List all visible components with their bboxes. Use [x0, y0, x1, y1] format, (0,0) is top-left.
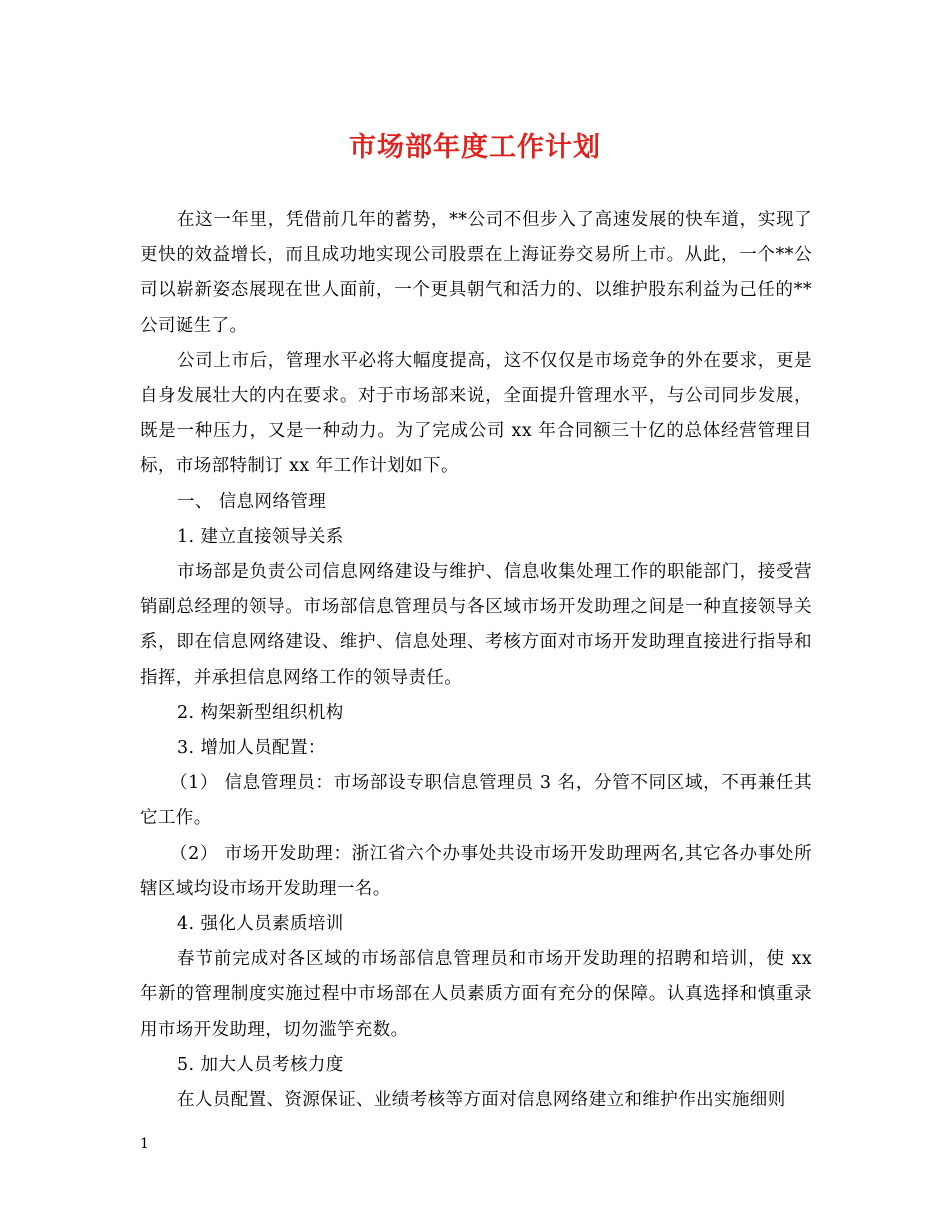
- document-body: [140, 203, 812, 1118]
- item-heading-5: 5. 加大人员考核力度: [177, 1054, 344, 1075]
- section-heading-info-network: 一、 信息网络管理: [177, 491, 327, 512]
- item-heading-2: 2. 构架新型组织机构: [177, 702, 344, 723]
- paragraph-listing: 公司上市后，管理水平必将大幅度提高，这不仅仅是市场竞争的外在要求，更是自身发展壮大的内在要求。对于市场部来说，全面提升管理水平，与公司同步发展，既是一种压力，又是一种动力。为了完成公司 xx 年合同额三十亿的总体经营管理目标，市场部特制订 xx 年工作计划如下。: [140, 350, 812, 477]
- page-number: 1: [140, 1136, 149, 1152]
- document-title: 市场部年度工作计划: [349, 132, 601, 163]
- item-heading-1: 1. 建立直接领导关系: [177, 526, 344, 547]
- sub-item-1: （1） 信息管理员：市场部设专职信息管理员 3 名，分管不同区域，不再兼任其它工作。: [140, 773, 812, 829]
- paragraph-training: 春节前完成对各区域的市场部信息管理员和市场开发助理的招聘和培训，使 xx 年新的管理制度实施过程中市场部在人员素质方面有充分的保障。认真选择和慎重录用市场开发助理，切勿滥竽充数。: [140, 949, 812, 1040]
- sub-item-2: （2） 市场开发助理：浙江省六个办事处共设市场开发助理两名,其它各办事处所辖区域均设市场开发助理一名。: [140, 843, 812, 899]
- item-heading-4: 4. 强化人员素质培训: [177, 914, 344, 935]
- paragraph-leadership: 市场部是负责公司信息网络建设与维护、信息收集处理工作的职能部门，接受营销副总经理的领导。市场部信息管理员与各区域市场开发助理之间是一种直接领导关系，即在信息网络建设、维护、信息处理、考核方面对市场开发助理直接进行指导和指挥，并承担信息网络工作的领导责任。: [140, 562, 812, 688]
- item-heading-3: 3. 增加人员配置：: [177, 738, 326, 759]
- paragraph-assessment: 在人员配置、资源保证、业绩考核等方面对信息网络建立和维护作出实施细则: [177, 1090, 786, 1111]
- paragraph-intro: 在这一年里，凭借前几年的蓄势，**公司不但步入了高速发展的快车道，实现了更快的效益增长，而且成功地实现公司股票在上海证券交易所上市。从此，一个**公司以崭新姿态展现在世人面前，一个更具朝气和活力的、以维护股东利益为己任的**公司诞生了。: [140, 210, 812, 336]
